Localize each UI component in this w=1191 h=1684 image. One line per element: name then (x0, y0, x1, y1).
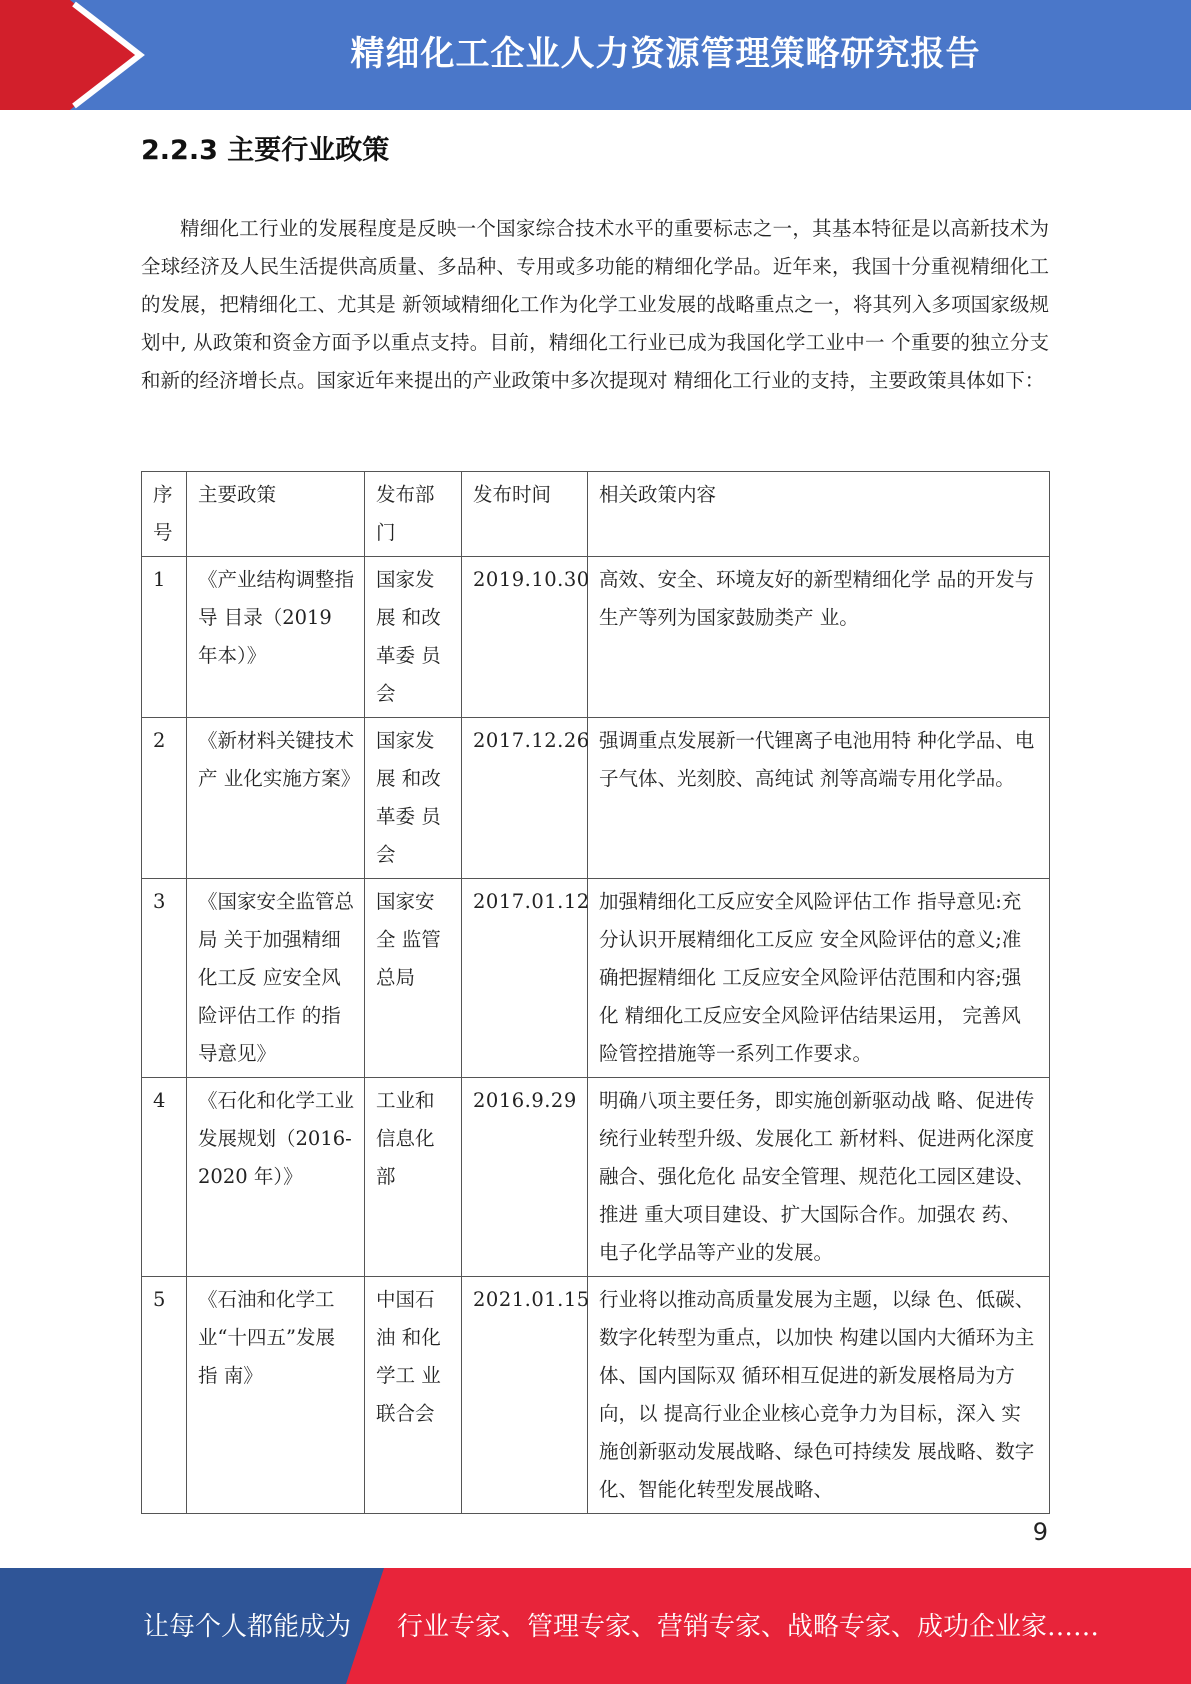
row-content: 高效、安全、环境友好的新型精细化学 品的开发与生产等列为国家鼓励类产 业。 (588, 557, 1050, 718)
table-header-row (142, 472, 1050, 557)
row-date: 2019.10.30 (462, 557, 588, 718)
table-row (142, 718, 1050, 879)
row-no: 3 (142, 879, 187, 1078)
page-footer (0, 1568, 1191, 1684)
header-no: 序号 (142, 472, 187, 557)
row-dept: 中国石油 和化学工 业联合会 (365, 1277, 462, 1514)
policy-table (141, 471, 1050, 1514)
page-number: 9 (1032, 1518, 1048, 1546)
table-row (142, 1277, 1050, 1514)
footer-slogan-right: 行业专家、管理专家、营销专家、战略专家、成功企业家…… (397, 1612, 1100, 1642)
report-title: 精细化工企业人力资源管理策略研究报告 (350, 34, 981, 74)
row-dept: 国家安全 监管总局 (365, 879, 462, 1078)
table-row (142, 1078, 1050, 1277)
row-no: 5 (142, 1277, 187, 1514)
row-content: 明确八项主要任务，即实施创新驱动战 略、促进传统行业转型升级、发展化工 新材料、促进两化深度融合、强化危化 品安全管理、规范化工园区建设、推进 重大项目建设、扩大国际合作。加强农 药、电子化学品等产业的发展。 (588, 1078, 1050, 1277)
row-content: 加强精细化工反应安全风险评估工作 指导意见:充分认识开展精细化工反应 安全风险评估的意义;准确把握精细化 工反应安全风险评估范围和内容;强化 精细化工反应安全风险评估结果运用， 完善风险管控措施等一系列工作要求。 (588, 879, 1050, 1078)
header-policy: 主要政策 (187, 472, 365, 557)
row-policy: 《新材料关键技术产 业化实施方案》 (187, 718, 365, 879)
row-policy: 《国家安全监管总局 关于加强精细化工反 应安全风险评估工作 的指导意见》 (187, 879, 365, 1078)
section-heading: 2.2.3 主要行业政策 (141, 135, 390, 166)
row-no: 4 (142, 1078, 187, 1277)
row-policy: 《产业结构调整指导 目录（2019 年本）》 (187, 557, 365, 718)
row-dept: 工业和信息化部 (365, 1078, 462, 1277)
header-content: 相关政策内容 (588, 472, 1050, 557)
row-dept: 国家发展 和改革委 员会 (365, 718, 462, 879)
row-policy: 《石化和化学工业发展规划（2016-2020 年）》 (187, 1078, 365, 1277)
row-date: 2017.01.12 (462, 879, 588, 1078)
row-date: 2016.9.29 (462, 1078, 588, 1277)
row-date: 2021.01.15 (462, 1277, 588, 1514)
footer-slogan-left: 让每个人都能成为 (143, 1612, 352, 1642)
row-no: 1 (142, 557, 187, 718)
row-date: 2017.12.26 (462, 718, 588, 879)
header-date: 发布时间 (462, 472, 588, 557)
row-content: 行业将以推动高质量发展为主题，以绿 色、低碳、数字化转型为重点，以加快 构建以国内大循环为主体、国内国际双 循环相互促进的新发展格局为方向，以 提高行业企业核心竞争力为目标，深入 实施创新驱动发展战略、绿色可持续发 展战略、数字化、智能化转型发展战略、 (588, 1277, 1050, 1514)
row-content: 强调重点发展新一代锂离子电池用特 种化学品、电子气体、光刻胶、高纯试 剂等高端专用化学品。 (588, 718, 1050, 879)
intro-paragraph: 精细化工行业的发展程度是反映一个国家综合技术水平的重要标志之一，其基本特征是以高新技术为全球经济及人民生活提供高质量、多品种、专用或多功能的精细化学品。近年来，我国十分重视精细化工的发展，把精细化工、尤其是 新领域精细化工作为化学工业发展的战略重点之一，将其列入多项国家级规划中, 从政策和资金方面予以重点支持。目前，精细化工行业已成为我国化学工业中一 个重要的独立分支和新的经济增长点。国家近年来提出的产业政策中多次提现对 精细化工行业的支持，主要政策具体如下： (141, 217, 1049, 392)
row-policy: 《石油和化学工业“十四五”发展指 南》 (187, 1277, 365, 1514)
page-header (0, 0, 1191, 110)
table-row (142, 879, 1050, 1078)
header-dept: 发布部门 (365, 472, 462, 557)
row-no: 2 (142, 718, 187, 879)
table-row (142, 557, 1050, 718)
row-dept: 国家发展 和改革委 员会 (365, 557, 462, 718)
